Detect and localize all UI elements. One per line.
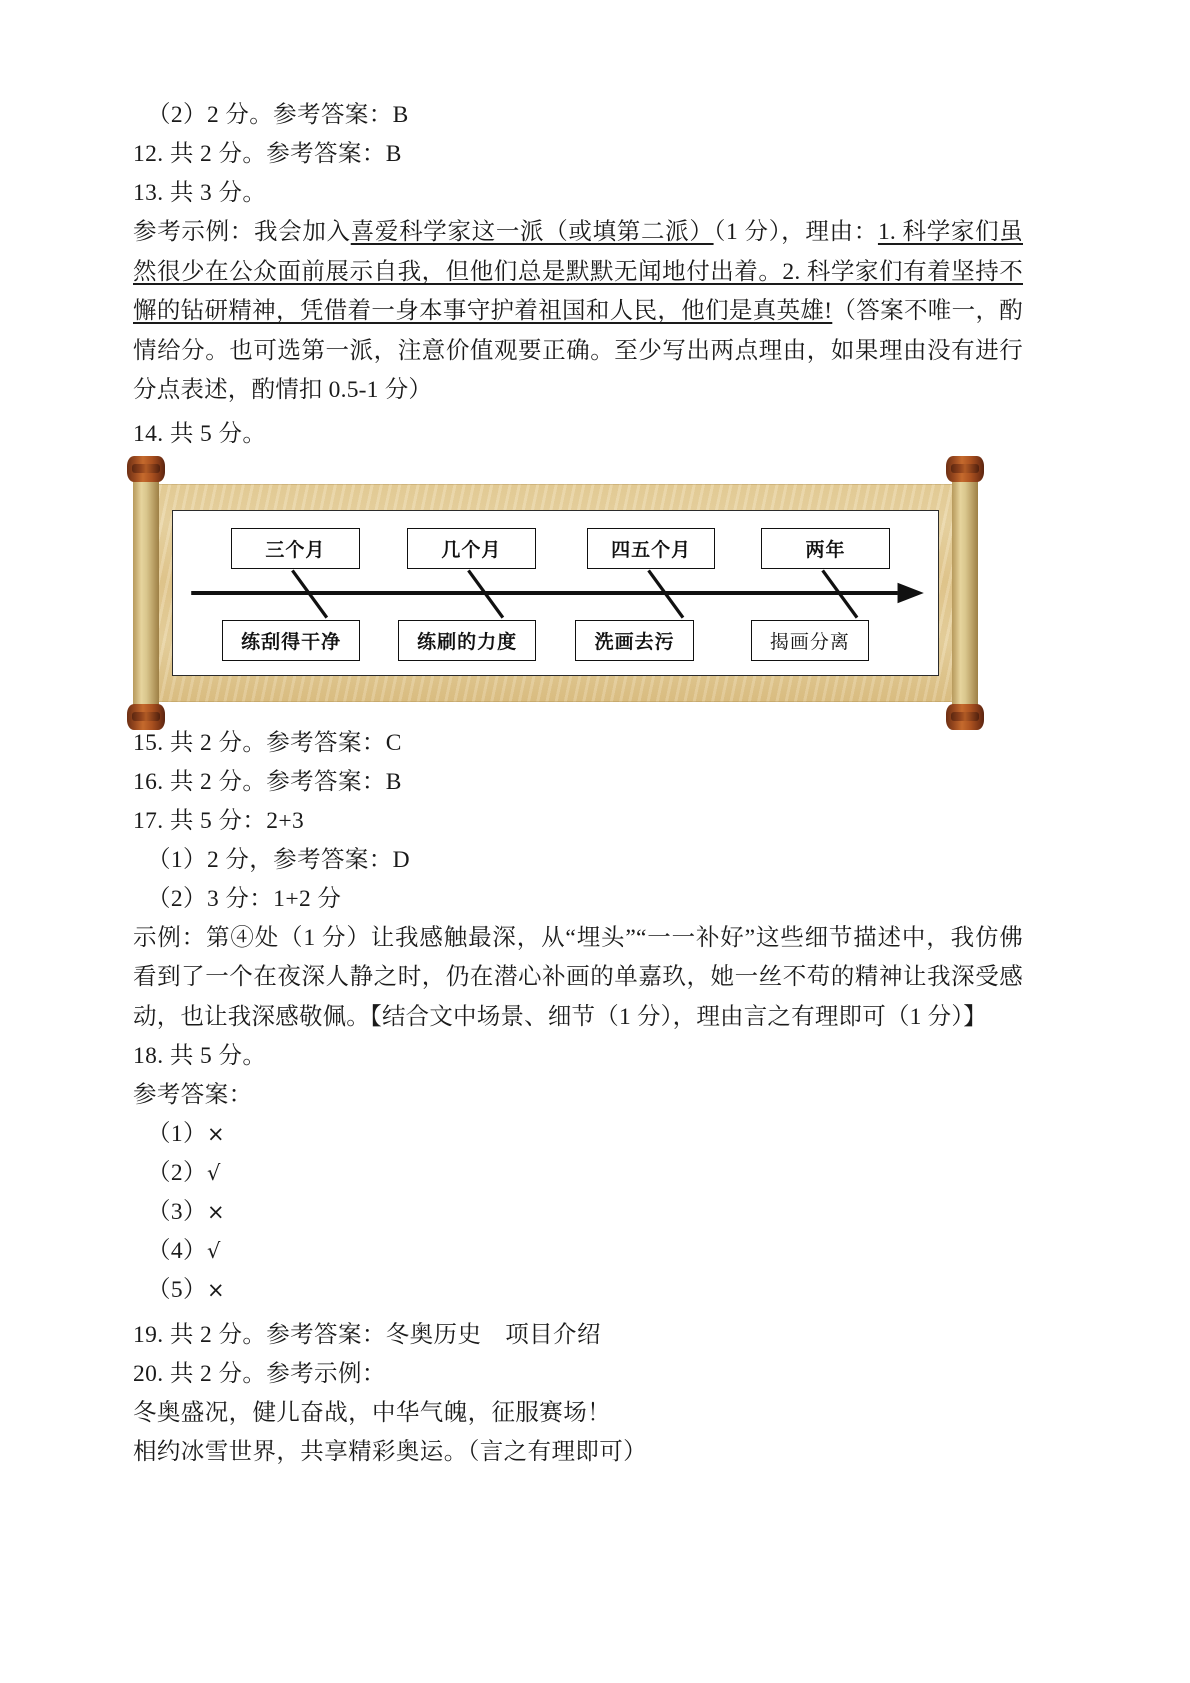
fishbone-canvas [172, 510, 939, 676]
answer-line-12: 12. 共 2 分。参考答案：B [133, 141, 402, 167]
item-13-suffix: （答案不唯一，酌情给分。也可选第一派，注意价值观要正确。至少写出两点理由，如果理由没有进行分点表述，酌情扣 0.5-1 分） [133, 298, 1023, 403]
item-18-answer-3-mark: × [206, 1200, 225, 1224]
item-18-answer-2-mark: √ [206, 1161, 221, 1185]
item-18-answer-5-mark: × [206, 1278, 225, 1302]
scroll-illustration [133, 468, 978, 718]
scroll-rod-left-top-cap [127, 456, 165, 482]
item-20-example-1: 冬奥盛况，健儿奋战，中华气魄，征服赛场！ [133, 1400, 611, 1426]
answer-line-17-1: （1）2 分，参考答案：D [147, 846, 411, 873]
item-18-answer-4-label: （4） [147, 1238, 207, 1264]
item-18-subheading: 参考答案： [133, 1082, 253, 1108]
answer-line-11-2: （2）2 分。参考答案：B [147, 102, 409, 128]
item-13-mid: （1 分），理由： [713, 219, 878, 245]
answer-line-17: 17. 共 5 分：2+3 [133, 807, 305, 834]
fishbone-top-box-2: 几个月 [407, 528, 536, 569]
answer-line-19: 19. 共 2 分。参考答案：冬奥历史 项目介绍 [133, 1322, 601, 1348]
item-20-example-2: 相约冰雪世界，共享精彩奥运。（言之有理即可） [133, 1439, 648, 1465]
item-13-underline-2: 1. 科学家们虽然很少在公众面前展示自我，但他们总是默默无闻地付出着。2. 科学家们有着坚持不懈的钻研精神，凭借着一身本事守护着祖国和人民，他们是真英雄! [133, 219, 1023, 324]
answer-line-14: 14. 共 5 分。 [133, 420, 267, 447]
item-18-answer-1 [133, 1115, 1023, 1154]
scroll-rod-left-bottom-cap [127, 704, 165, 730]
answer-line-16: 16. 共 2 分。参考答案：B [133, 768, 402, 795]
item-13-underline-1: 喜爱科学家这一派（或填第二派） [350, 219, 714, 245]
scroll-rod-right-bottom-cap [946, 704, 984, 730]
item-18-answer-4-mark: √ [206, 1239, 221, 1263]
answer-line-15: 15. 共 2 分。参考答案：C [133, 729, 402, 756]
fishbone-top-box-4: 两年 [761, 528, 890, 569]
item-18-answer-5-label: （5） [147, 1277, 207, 1303]
fishbone-bottom-box-3: 洗画去污 [575, 620, 694, 661]
fishbone-top-box-1: 三个月 [231, 528, 360, 569]
item-13-paragraph [133, 213, 1023, 411]
item-17-example: 示例：第④处（1 分）让我感触最深，从“埋头”“一一补好”这些细节描述中，我仿佛看到了一个在夜深人静之时，仍在潜心补画的单嘉玖，她一丝不苟的精神让我深受感动，也让我深感敬佩。【结合文中场景、细节（1 分），理由言之有理即可（1 分）】 [133, 924, 1023, 1030]
scroll-paper [150, 484, 961, 702]
scroll-rod-right-top-cap [946, 456, 984, 482]
answer-line-18: 18. 共 5 分。 [133, 1043, 267, 1069]
item-18-answer-3 [133, 1193, 1023, 1232]
item-18-answer-5 [133, 1271, 1023, 1310]
document-body [133, 96, 1023, 1472]
fishbone-bottom-box-4: 揭画分离 [751, 620, 870, 661]
item-18-answer-1-mark: × [206, 1122, 225, 1146]
answer-line-17-2: （2）3 分：1+2 分 [147, 885, 342, 912]
fishbone-bottom-box-1: 练刮得干净 [222, 620, 360, 661]
item-13-prefix: 参考示例：我会加入 [133, 219, 351, 245]
item-18-answer-1-label: （1） [147, 1121, 207, 1147]
item-18-answer-4 [133, 1232, 1023, 1271]
scroll-rod-right [952, 468, 978, 718]
scroll-rod-left [133, 468, 159, 718]
answer-line-13: 13. 共 3 分。 [133, 180, 267, 206]
fishbone-top-box-3: 四五个月 [587, 528, 716, 569]
fishbone-bottom-box-2: 练刷的力度 [398, 620, 536, 661]
item-18-answer-2-label: （2） [147, 1160, 207, 1186]
item-18-answer-2 [133, 1154, 1023, 1193]
item-18-answer-3-label: （3） [147, 1199, 207, 1225]
answer-line-20: 20. 共 2 分。参考示例： [133, 1361, 386, 1387]
